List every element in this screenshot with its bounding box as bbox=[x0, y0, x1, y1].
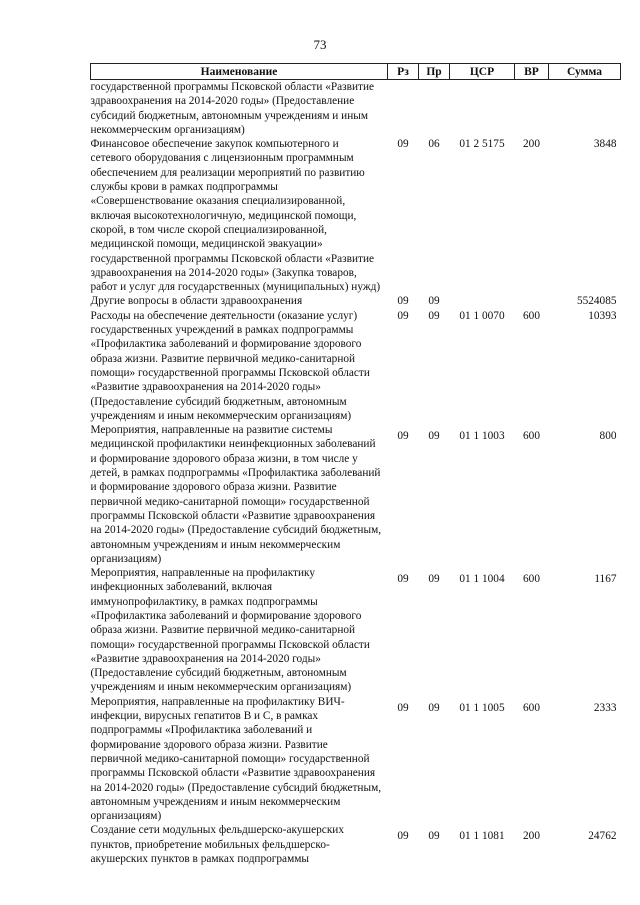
table-header-row bbox=[91, 64, 621, 80]
row-vr bbox=[515, 294, 549, 308]
row-sum: 800 bbox=[599, 430, 617, 443]
row-sum: 10393 bbox=[588, 309, 617, 322]
header-name: Наименование bbox=[91, 64, 388, 80]
row-name: Мероприятия, направленные на развитие системы медицинской профилактики неинфекционных заболеваний и формирование здорового образа жизни, в том числе у детей, в рамках подпрограммы «Профилактика заболеваний и формирование здорового образа жизни. Развитие первичной медико-санитарной помощи» государственной программы Псковской области «Развитие здравоохранения на 2014-2020 годы» (Предоставление субсидий бюджетным, автономным учреждениям и иным некоммерческим организациям) bbox=[90, 424, 382, 565]
row-csr: 01 2 5175 bbox=[459, 138, 505, 151]
table-row bbox=[91, 823, 621, 866]
row-csr bbox=[450, 294, 515, 308]
table-row bbox=[91, 566, 621, 695]
row-pr: 06 bbox=[428, 138, 440, 151]
table-row bbox=[91, 695, 621, 824]
header-sum: Сумма bbox=[549, 64, 621, 80]
row-pr: 09 bbox=[428, 430, 440, 443]
header-pr: Пр bbox=[419, 64, 450, 80]
table-row bbox=[91, 80, 621, 138]
row-vr: 200 bbox=[523, 138, 540, 151]
row-pr: 09 bbox=[428, 573, 440, 586]
row-vr: 600 bbox=[523, 309, 540, 322]
table-row bbox=[91, 423, 621, 566]
table-row bbox=[91, 137, 621, 294]
header-vr: ВР bbox=[515, 64, 549, 80]
row-csr: 01 1 1004 bbox=[459, 573, 505, 586]
header-rz: Рз bbox=[388, 64, 419, 80]
row-sum: 1167 bbox=[594, 573, 617, 586]
header-csr: ЦСР bbox=[450, 64, 515, 80]
row-sum: 2333 bbox=[593, 701, 617, 714]
row-csr: 01 1 1081 bbox=[459, 830, 505, 843]
row-vr: 600 bbox=[523, 573, 540, 586]
row-vr: 600 bbox=[523, 701, 540, 714]
row-rz bbox=[388, 80, 419, 138]
row-pr: 09 bbox=[428, 309, 440, 322]
row-name: Другие вопросы в области здравоохранения bbox=[90, 295, 303, 308]
row-pr: 09 bbox=[428, 295, 440, 308]
row-csr: 01 1 1003 bbox=[459, 430, 505, 443]
table-row bbox=[91, 294, 621, 308]
row-vr bbox=[515, 80, 549, 138]
row-name: Мероприятия, направленные на профилактику ВИЧ-инфекции, вирусных гепатитов В и С, в рамках подпрограммы «Профилактика заболеваний и формирование здорового образа жизни. Развитие первичной медико-санитарной помощи» государственной программы Псковской области «Развитие здравоохранения на 2014-2020 годы» (Предоставление субсидий бюджетным, автономным учреждениям и иным некоммерческим организациям) bbox=[90, 695, 382, 823]
row-name: Создание сети модульных фельдшерско-акушерских пунктов, приобретение мобильных фельдшерско-акушерских пунктов в рамках подпрограммы bbox=[90, 824, 344, 866]
budget-table bbox=[90, 63, 621, 866]
table-row bbox=[91, 309, 621, 423]
row-rz: 09 bbox=[397, 138, 409, 151]
row-pr: 09 bbox=[428, 701, 440, 714]
row-sum bbox=[549, 80, 621, 138]
row-vr: 200 bbox=[523, 830, 540, 843]
row-sum: 24762 bbox=[588, 830, 617, 843]
row-sum: 5524085 bbox=[576, 295, 617, 308]
row-rz: 09 bbox=[397, 830, 409, 843]
row-pr bbox=[419, 80, 450, 138]
row-name: государственной программы Псковской области «Развитие здравоохранения на 2014-2020 годы» (Предоставление субсидий бюджетным, автономным учреждениям и иным некоммерческим организациям) bbox=[90, 81, 375, 136]
page-number: 73 bbox=[313, 37, 327, 52]
row-sum: 3848 bbox=[593, 138, 617, 151]
row-name: Расходы на обеспечение деятельности (оказание услуг) государственных учреждений в рамках подпрограммы «Профилактика заболеваний и формирование здорового образа жизни. Развитие первичной медико-санитарной помощи» государственной программы Псковской области «Развитие здравоохранения на 2014-2020 годы» (Предоставление субсидий бюджетным, автономным учреждениям и иным некоммерческим организациям) bbox=[90, 309, 370, 422]
row-name: Финансовое обеспечение закупок компьютерного и сетевого оборудования с лицензионным программным обеспечением для реализации мероприятий по развитию службы крови в рамках подпрограммы «Совершенствование оказания специализированной, включая высокотехнологичную, медицинской помощи, скорой, в том числе скорой специализированной, медицинской помощи, медицинской эвакуации» государственной программы Псковской области «Развитие здравоохранения на 2014-2020 годы» (Закупка товаров, работ и услуг для государственных (муниципальных) нужд) bbox=[90, 138, 381, 294]
row-rz: 09 bbox=[397, 430, 409, 443]
row-csr: 01 1 1005 bbox=[459, 701, 505, 714]
row-rz: 09 bbox=[397, 309, 409, 322]
row-rz: 09 bbox=[397, 573, 409, 586]
row-vr: 600 bbox=[523, 430, 540, 443]
row-csr: 01 1 0070 bbox=[459, 309, 505, 322]
row-name: Мероприятия, направленные на профилактику инфекционных заболеваний, включая иммунопрофилактику, в рамках подпрограммы «Профилактика заболеваний и формирование здорового образа жизни. Развитие первичной медико-санитарной помощи» государственной программы Псковской области «Развитие здравоохранения на 2014-2020 годы» (Предоставление субсидий бюджетным, автономным учреждениям и иным некоммерческим организациям) bbox=[90, 567, 370, 694]
row-rz: 09 bbox=[397, 295, 409, 308]
row-csr bbox=[450, 80, 515, 138]
row-rz: 09 bbox=[397, 701, 409, 714]
row-pr: 09 bbox=[428, 830, 440, 843]
